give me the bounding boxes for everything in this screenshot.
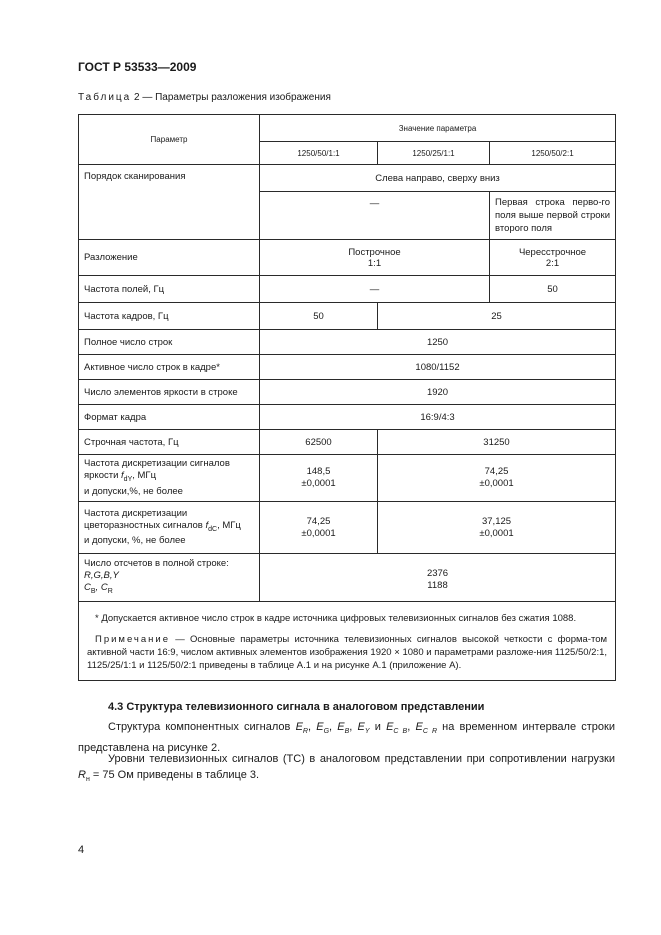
parameters-table [78,114,616,681]
signal-eg-sub: G [323,728,330,736]
chroma-sampling-label-line2 [84,520,254,536]
page-number: 4 [78,844,85,856]
paragraph-structure-pre: Структура компонентных сигналов [108,721,296,733]
signal-er-sub: R [302,728,308,736]
row-label-chroma-sampling [79,502,260,554]
samples-label-cr: , C [95,581,108,593]
chroma-sampling-tolerance-1: ±0,0001 [301,527,336,539]
cell-chroma-sampling-2 [378,502,616,554]
paragraph-levels [78,751,615,788]
samples-label-cr-sub: R [107,587,113,595]
samples-label-line3 [84,582,254,598]
luma-sampling-unit: , МГц [132,470,157,482]
table-caption-word: Таблица [78,92,132,103]
signal-ecr-symbol: E [415,721,423,733]
cell-line-freq-2: 31250 [378,430,616,455]
samples-label-rgby: R,G,B,Y [84,569,119,581]
luma-sampling-label-line2 [84,470,254,486]
cell-luma-sampling-2 [378,455,616,502]
document-header: ГОСТ Р 53533—2009 [78,60,197,74]
load-resistance-sub: н [85,776,90,784]
row-label-field-freq: Частота полей, Гц [79,276,260,303]
conjunction: и [369,721,387,733]
chroma-sampling-subscript: dC [208,525,218,533]
cell-samples [260,554,616,602]
luma-sampling-symbol: f [121,470,124,482]
header-col-3: 1250/50/2:1 [490,142,616,165]
separator-2: , [329,721,338,733]
cell-chroma-sampling-1 [260,502,378,554]
chroma-sampling-unit: , МГц [217,519,241,531]
luma-sampling-subscript: dY [123,475,133,483]
row-label-active-lines: Активное число строк в кадре* [79,355,260,380]
cell-field-freq-2: 50 [490,276,616,303]
cell-decomposition-1 [260,240,490,276]
section-title: 4.3 Структура телевизионного сигнала в аналоговом представлении [108,701,485,713]
signal-ey-sub: Y [364,728,370,736]
table-note-word: Примечание [95,634,170,645]
header-col-1: 1250/50/1:1 [260,142,378,165]
chroma-sampling-label-line1: Частота дискретизации [84,507,188,519]
samples-label-cb-sub: B [90,587,96,595]
header-value: Значение параметра [260,115,616,142]
chroma-sampling-symbol: f [205,519,209,531]
samples-label-line2 [84,570,254,582]
chroma-sampling-tolerance-2: ±0,0001 [479,527,514,539]
cell-active-lines: 1080/1152 [260,355,616,380]
row-label-decomposition: Разложение [79,240,260,276]
luma-sampling-label-line1: Частота дискретизации сигналов [84,458,230,470]
paragraph-levels-post: = 75 Ом приведены в таблице 3. [89,769,260,781]
cell-frame-format: 16:9/4:3 [260,405,616,430]
row-label-line-freq: Строчная частота, Гц [79,430,260,455]
row-label-frame-format: Формат кадра [79,405,260,430]
table-footnotes [79,602,616,681]
cell-total-lines: 1250 [260,330,616,355]
luma-sampling-tolerance-2: ±0,0001 [479,478,514,489]
separator-1: , [307,721,317,733]
signal-er-symbol: E [295,721,303,733]
cell-scan-order-dash: — [260,192,490,240]
header-col-2: 1250/25/1:1 [378,142,490,165]
cell-scan-order: Слева направо, сверху вниз [260,165,616,192]
samples-value-1: 2376 [426,568,449,579]
cell-line-freq-1: 62500 [260,430,378,455]
table-caption-text: 2 — Параметры разложения изображения [131,92,331,103]
paragraph-levels-pre: Уровни телевизионных сигналов (ТС) в аналоговом представлении при сопротивлении нагрузки [108,753,615,765]
signal-eb-sub: B [344,728,350,736]
chroma-sampling-label-line3: и допуски, %, не более [84,535,186,547]
table-footnote: * Допускается активное число строк в кадре источника цифровых телевизионных сигналов без сжатия 1088. [95,613,577,624]
chroma-sampling-value-2: 37,125 [481,515,512,527]
cell-decomposition-1-ratio: 1:1 [367,257,382,269]
cell-frame-freq-1: 50 [260,303,378,330]
row-label-samples [79,554,260,602]
samples-label-cb: C [84,581,91,593]
cell-scan-order-note: Первая строка перво-го поля выше первой строки второго поля [490,192,616,240]
cell-field-freq-1: — [260,276,490,303]
cell-decomposition-1-text: Построчное [348,246,401,258]
cell-luma-sampling-1 [260,455,378,502]
samples-value-2: 1188 [427,580,448,591]
table-caption [78,92,331,103]
separator-4: , [407,721,416,733]
signal-eb-symbol: E [337,721,345,733]
luma-sampling-value-1: 148,5 [306,466,331,477]
table-note [87,633,607,672]
cell-decomposition-2 [490,240,616,276]
row-label-frame-freq: Частота кадров, Гц [79,303,260,330]
signal-ey-symbol: E [357,721,365,733]
luma-sampling-value-2: 74,25 [484,466,509,477]
chroma-sampling-label-text: цветоразностных сигналов [84,519,206,531]
cell-luma-elements: 1920 [260,380,616,405]
luma-sampling-label-line3: и допуски,%, не более [84,485,183,497]
signal-ecr-sub: C R [422,728,437,736]
row-label-luma-elements: Число элементов яркости в строке [79,380,260,405]
paragraph-structure-post: на временном интервале строки представлена на рисунке 2. [78,721,615,755]
row-label-luma-sampling [79,455,260,502]
signal-eg-symbol: E [316,721,324,733]
load-resistance-symbol: R [78,769,86,781]
samples-label-line1: Число отсчетов в полной строке: [84,557,229,569]
signal-ecb-sub: C B [393,728,408,736]
cell-frame-freq-2: 25 [378,303,616,330]
chroma-sampling-value-1: 74,25 [306,515,331,527]
luma-sampling-label-text: яркости [84,470,122,482]
luma-sampling-tolerance-1: ±0,0001 [301,478,336,489]
separator-3: , [349,721,358,733]
row-label-scan-order: Порядок сканирования [79,165,260,240]
cell-decomposition-2-ratio: 2:1 [545,257,560,269]
cell-decomposition-2-text: Чересстрочное [518,246,587,258]
header-parameter: Параметр [79,115,260,165]
table-note-text: — Основные параметры источника телевизионных сигналов высокой четкости с форма-том активной части 16:9, числом активных элементов изображения 1920 × 1080 и параметрами разложе-ния 1125/50/2:1, 1125/25/1:1 и 1125/50/2:1 приведены в таблице А.1 и на рисунке А.1 (приложение А). [87,634,608,671]
signal-ecb-symbol: E [386,721,394,733]
row-label-total-lines: Полное число строк [79,330,260,355]
